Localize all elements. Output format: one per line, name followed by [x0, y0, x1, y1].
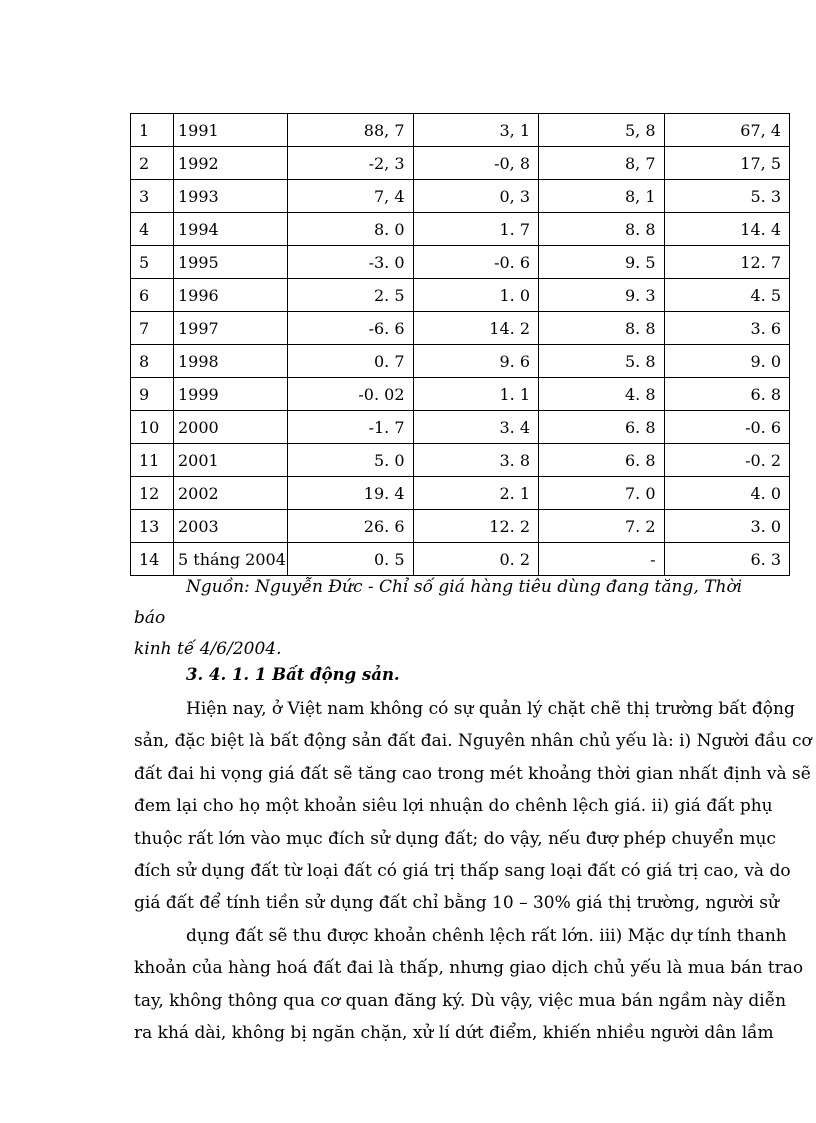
value-cell-2: 3. 4	[413, 411, 539, 444]
paragraph-1	[134, 693, 812, 920]
table-row	[131, 477, 790, 510]
row-index-cell: 4	[131, 213, 174, 246]
value-cell-3: 6. 8	[539, 411, 665, 444]
row-year-cell: 1998	[174, 345, 288, 378]
row-year-cell: 1993	[174, 180, 288, 213]
value-cell-3: 5, 8	[539, 114, 665, 147]
value-cell-4: -0. 6	[664, 411, 790, 444]
value-cell-2: 9. 6	[413, 345, 539, 378]
value-cell-1: 0. 5	[288, 543, 414, 576]
value-cell-3: 9. 5	[539, 246, 665, 279]
row-index-cell: 12	[131, 477, 174, 510]
value-cell-1: -0. 02	[288, 378, 414, 411]
row-year-cell: 1992	[174, 147, 288, 180]
table-row	[131, 543, 790, 576]
row-year-cell: 1995	[174, 246, 288, 279]
value-cell-3: -	[539, 543, 665, 576]
row-year-cell: 2000	[174, 411, 288, 444]
row-index-cell: 10	[131, 411, 174, 444]
row-index-cell: 13	[131, 510, 174, 543]
row-index-cell: 2	[131, 147, 174, 180]
value-cell-4: 67, 4	[664, 114, 790, 147]
row-index-cell: 5	[131, 246, 174, 279]
row-index-cell: 1	[131, 114, 174, 147]
value-cell-4: 12. 7	[664, 246, 790, 279]
table-row	[131, 444, 790, 477]
value-cell-1: -1. 7	[288, 411, 414, 444]
table-row	[131, 246, 790, 279]
row-year-cell: 2002	[174, 477, 288, 510]
paragraph-line: sản, đặc biệt là bất động sản đất đai. Nguyên nhân chủ yếu là: i) Người đầu cơ	[134, 731, 812, 752]
paragraph-2	[134, 920, 804, 1050]
paragraph-line: thuộc rất lớn vào mục đích sử dụng đất; do vậy, nếu đượ phép chuyển mục	[134, 828, 776, 849]
paragraph-line: ra khá dài, không bị ngăn chặn, xử lí dứt điểm, khiến nhiều người dân lầm	[134, 1023, 774, 1044]
value-cell-3: 7. 2	[539, 510, 665, 543]
value-cell-2: 1. 7	[413, 213, 539, 246]
paragraph-line: khoản của hàng hoá đất đai là thấp, nhưng giao dịch chủ yếu là mua bán trao	[134, 958, 804, 979]
statistics-table	[130, 113, 790, 576]
value-cell-4: 5. 3	[664, 180, 790, 213]
value-cell-1: 5. 0	[288, 444, 414, 477]
section-heading: 3. 4. 1. 1 Bất động sản.	[186, 665, 400, 684]
row-year-cell: 1991	[174, 114, 288, 147]
paragraph-line: dụng đất sẽ thu được khoản chênh lệch rất lớn. iii) Mặc dự tính thanh	[186, 926, 787, 946]
value-cell-2: 0, 3	[413, 180, 539, 213]
row-year-cell: 2003	[174, 510, 288, 543]
value-cell-1: 19. 4	[288, 477, 414, 510]
value-cell-2: 3. 8	[413, 444, 539, 477]
row-year-cell: 2001	[174, 444, 288, 477]
table-row	[131, 510, 790, 543]
value-cell-1: -3. 0	[288, 246, 414, 279]
value-cell-2: -0. 6	[413, 246, 539, 279]
value-cell-4: -0. 2	[664, 444, 790, 477]
value-cell-2: 3, 1	[413, 114, 539, 147]
value-cell-3: 5. 8	[539, 345, 665, 378]
table-row	[131, 345, 790, 378]
statistics-table-body	[131, 114, 790, 576]
value-cell-3: 4. 8	[539, 378, 665, 411]
value-cell-3: 8, 7	[539, 147, 665, 180]
paragraph-line: giá đất để tính tiền sử dụng đất chỉ bằng 10 – 30% giá thị trường, người sử	[134, 893, 779, 914]
value-cell-2: 14. 2	[413, 312, 539, 345]
paragraph-line: đem lại cho họ một khoản siêu lợi nhuận do chênh lệch giá. ii) giá đất phụ	[134, 796, 773, 817]
source-line-2: kinh tế 4/6/2004.	[134, 639, 282, 659]
value-cell-3: 6. 8	[539, 444, 665, 477]
row-year-cell: 1999	[174, 378, 288, 411]
value-cell-4: 4. 5	[664, 279, 790, 312]
row-year-cell: 1996	[174, 279, 288, 312]
value-cell-1: 7, 4	[288, 180, 414, 213]
paragraph-line: tay, không thông qua cơ quan đăng ký. Dù vậy, việc mua bán ngầm này diễn	[134, 990, 787, 1011]
row-index-cell: 7	[131, 312, 174, 345]
source-line-1: Nguồn: Nguyễn Đức - Chỉ số giá hàng tiêu dùng đang tăng, Thời báo	[134, 577, 743, 628]
value-cell-1: 88, 7	[288, 114, 414, 147]
row-index-cell: 3	[131, 180, 174, 213]
paragraph-line: đích sử dụng đất từ loại đất có giá trị thấp sang loại đất có giá trị cao, và do	[134, 860, 791, 881]
value-cell-4: 3. 6	[664, 312, 790, 345]
value-cell-4: 6. 8	[664, 378, 790, 411]
value-cell-2: 12. 2	[413, 510, 539, 543]
table-row	[131, 312, 790, 345]
value-cell-2: 2. 1	[413, 477, 539, 510]
value-cell-2: -0, 8	[413, 147, 539, 180]
table-row	[131, 147, 790, 180]
value-cell-3: 8. 8	[539, 312, 665, 345]
value-cell-3: 7. 0	[539, 477, 665, 510]
value-cell-4: 4. 0	[664, 477, 790, 510]
row-index-cell: 11	[131, 444, 174, 477]
value-cell-1: 26. 6	[288, 510, 414, 543]
row-index-cell: 6	[131, 279, 174, 312]
value-cell-4: 9. 0	[664, 345, 790, 378]
table-row	[131, 279, 790, 312]
row-index-cell: 14	[131, 543, 174, 576]
value-cell-4: 3. 0	[664, 510, 790, 543]
table-row	[131, 378, 790, 411]
paragraph-line: đất đai hi vọng giá đất sẽ tăng cao trong mét khoảng thời gian nhất định và sẽ	[134, 763, 811, 784]
value-cell-4: 6. 3	[664, 543, 790, 576]
table-row	[131, 180, 790, 213]
value-cell-3: 9. 3	[539, 279, 665, 312]
value-cell-1: 8. 0	[288, 213, 414, 246]
value-cell-3: 8, 1	[539, 180, 665, 213]
value-cell-2: 0. 2	[413, 543, 539, 576]
row-index-cell: 9	[131, 378, 174, 411]
row-year-cell: 5 tháng 2004	[174, 543, 288, 576]
value-cell-3: 8. 8	[539, 213, 665, 246]
table-row	[131, 411, 790, 444]
row-year-cell: 1997	[174, 312, 288, 345]
value-cell-4: 17, 5	[664, 147, 790, 180]
table-row	[131, 213, 790, 246]
value-cell-1: 0. 7	[288, 345, 414, 378]
value-cell-1: -2, 3	[288, 147, 414, 180]
value-cell-2: 1. 0	[413, 279, 539, 312]
value-cell-1: 2. 5	[288, 279, 414, 312]
row-year-cell: 1994	[174, 213, 288, 246]
source-citation	[134, 572, 744, 665]
value-cell-1: -6. 6	[288, 312, 414, 345]
paragraph-line: Hiện nay, ở Việt nam không có sự quản lý chặt chẽ thị trường bất động	[186, 699, 795, 719]
table-row	[131, 114, 790, 147]
value-cell-4: 14. 4	[664, 213, 790, 246]
row-index-cell: 8	[131, 345, 174, 378]
value-cell-2: 1. 1	[413, 378, 539, 411]
